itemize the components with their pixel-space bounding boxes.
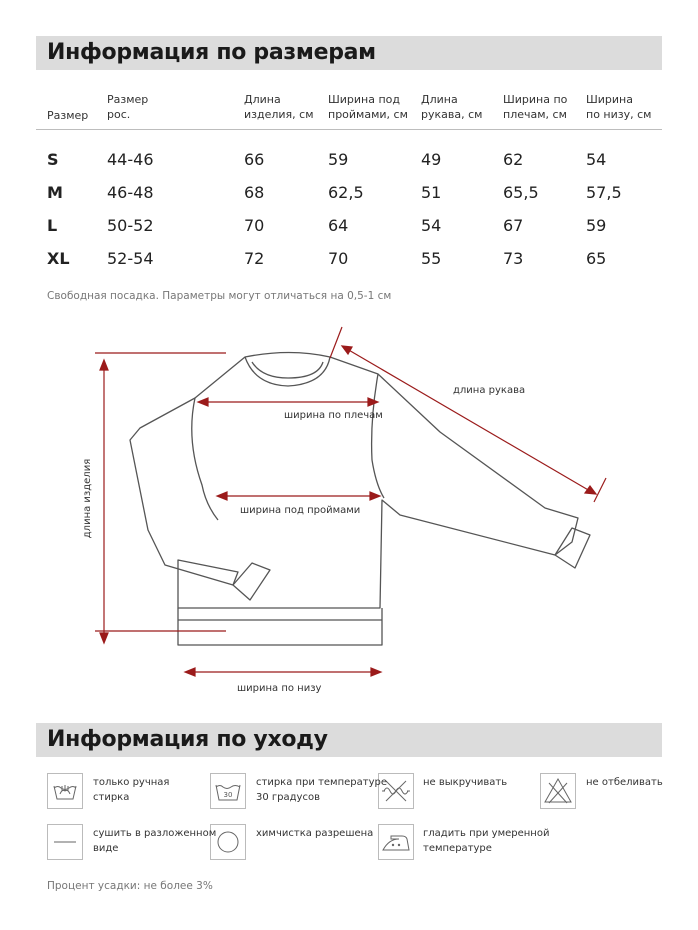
length-arrow-head-bottom [100, 633, 108, 643]
care-label-iron: гладить при умеренной температуре [423, 828, 550, 854]
table-cell: 73 [503, 249, 524, 268]
size-label: M [47, 183, 63, 202]
size-label: XL [47, 249, 70, 268]
hand-wash-icon [47, 773, 83, 809]
table-cell: 54 [586, 150, 607, 169]
bottom-arrow-head-left [185, 668, 195, 676]
header-bottom-width: Ширина по низу, см [586, 93, 652, 121]
fit-note: Свободная посадка. Параметры могут отличаться на 0,5-1 см [47, 290, 392, 302]
length-arrow-head-top [100, 360, 108, 370]
sleeve-arrow [347, 349, 590, 491]
sweatshirt-outline [130, 353, 590, 646]
care-label-hand-wash: только ручная стирка [93, 777, 170, 803]
table-header-divider [36, 129, 662, 130]
table-cell: 62 [503, 150, 524, 169]
table-cell: 50-52 [107, 216, 154, 235]
sleeve-guide-bottom [594, 478, 606, 502]
shoulder-arrow-head-left [198, 398, 208, 406]
header-chest-width: Ширина под проймами, см [328, 93, 408, 121]
no-bleach-icon [540, 773, 576, 809]
size-label: L [47, 216, 58, 235]
table-cell: 68 [244, 183, 265, 202]
shoulder-arrow-head-right [368, 398, 378, 406]
header-length: Длина изделия, см [244, 93, 314, 121]
table-cell: 49 [421, 150, 442, 169]
care-label-no-bleach: не отбеливать [586, 777, 663, 788]
table-cell: 52-54 [107, 249, 154, 268]
dry-flat-icon [47, 824, 83, 860]
measurement-lines [95, 327, 606, 676]
table-cell: 59 [328, 150, 349, 169]
shoulder-width-label: ширина по плечам [284, 410, 383, 421]
table-cell: 70 [328, 249, 349, 268]
header-sleeve-length: Длина рукава, см [421, 93, 483, 121]
sleeve-length-label: длина рукава [453, 385, 526, 396]
table-cell: 59 [586, 216, 607, 235]
chest-arrow-head-left [217, 492, 227, 500]
wash-temp-text: 30 [223, 791, 233, 799]
table-cell: 67 [503, 216, 524, 235]
bottom-arrow-head-right [371, 668, 381, 676]
table-cell: 64 [328, 216, 349, 235]
table-cell: 72 [244, 249, 265, 268]
product-length-label: длина изделия [82, 458, 94, 539]
care-section-header [36, 723, 662, 757]
sleeve-guide-top [330, 327, 342, 358]
size-label: S [47, 150, 59, 169]
sleeve-arrow-head-bottom [585, 486, 596, 494]
chest-width-label: ширина под проймами [240, 505, 361, 516]
header-ru-size: Размер рос. [107, 93, 149, 121]
table-cell: 46-48 [107, 183, 154, 202]
size-section-header [36, 36, 662, 70]
iron-medium-icon [378, 824, 414, 860]
table-cell: 54 [421, 216, 442, 235]
table-cell: 51 [421, 183, 442, 202]
header-size: Размер [47, 109, 89, 122]
table-cell: 57,5 [586, 183, 622, 202]
chest-arrow-head-right [370, 492, 380, 500]
size-section-title: Информация по размерам [47, 40, 376, 65]
table-cell: 65,5 [503, 183, 539, 202]
shrinkage-note: Процент усадки: не более 3% [47, 880, 213, 892]
table-cell: 70 [244, 216, 265, 235]
table-cell: 66 [244, 150, 265, 169]
care-section-title: Информация по уходу [47, 727, 328, 752]
care-label-dry-flat: сушить в разложенном виде [93, 828, 217, 854]
sleeve-arrow-head-top [342, 346, 352, 354]
sweatshirt-diagram [0, 320, 698, 720]
wash-30-icon [210, 773, 246, 809]
table-cell: 62,5 [328, 183, 364, 202]
table-cell: 44-46 [107, 150, 154, 169]
care-label-dry-clean: химчистка разрешена [256, 828, 374, 839]
table-cell: 55 [421, 249, 442, 268]
care-label-wash-30: стирка при температуре 30 градусов [256, 777, 388, 803]
table-cell: 65 [586, 249, 607, 268]
header-shoulder-width: Ширина по плечам, см [503, 93, 568, 121]
care-label-no-wring: не выкручивать [423, 777, 508, 788]
bottom-width-label: ширина по низу [237, 683, 322, 694]
